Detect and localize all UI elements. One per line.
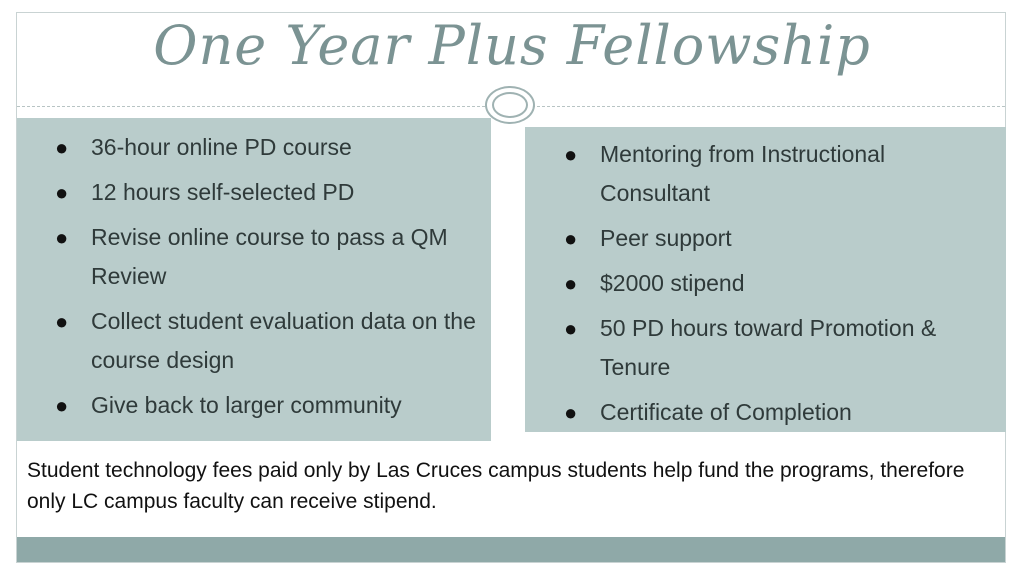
left-bullet-list	[55, 128, 481, 431]
bullet-icon: ●	[564, 400, 578, 425]
right-bullet-list	[564, 135, 1000, 438]
left-panel	[17, 118, 491, 441]
list-item: ● $2000 stipend	[600, 264, 1000, 303]
list-item: ● 50 PD hours toward Promotion & Tenure	[600, 309, 1000, 387]
footnote-text: Student technology fees paid only by Las Cruces campus students help fund the programs, therefore only LC campus faculty can receive stipend.	[27, 459, 965, 513]
list-item: ● Certificate of Completion	[600, 393, 1000, 432]
bullet-icon: ●	[564, 271, 578, 296]
bullet-icon: ●	[55, 309, 69, 334]
right-panel	[525, 127, 1006, 432]
bullet-icon: ●	[564, 316, 578, 341]
list-item: ● 36-hour online PD course	[91, 128, 481, 167]
bullet-icon: ●	[55, 225, 69, 250]
slide-title: One Year Plus Fellowship	[153, 14, 871, 77]
bullet-icon: ●	[564, 142, 578, 167]
list-item: ● Mentoring from Instructional Consultant	[600, 135, 1000, 213]
bullet-icon: ●	[564, 226, 578, 251]
list-item: ● Revise online course to pass a QM Review	[91, 218, 481, 296]
list-item: ● Collect student evaluation data on the course design	[91, 302, 481, 380]
list-item: ● 12 hours self-selected PD	[91, 173, 481, 212]
list-item: ● Peer support	[600, 219, 1000, 258]
list-item: ● Give back to larger community	[91, 386, 481, 425]
footer-bar	[17, 537, 1005, 562]
ring-ornament-icon	[485, 86, 535, 124]
bullet-icon: ●	[55, 393, 69, 418]
bullet-icon: ●	[55, 180, 69, 205]
bullet-icon: ●	[55, 135, 69, 160]
